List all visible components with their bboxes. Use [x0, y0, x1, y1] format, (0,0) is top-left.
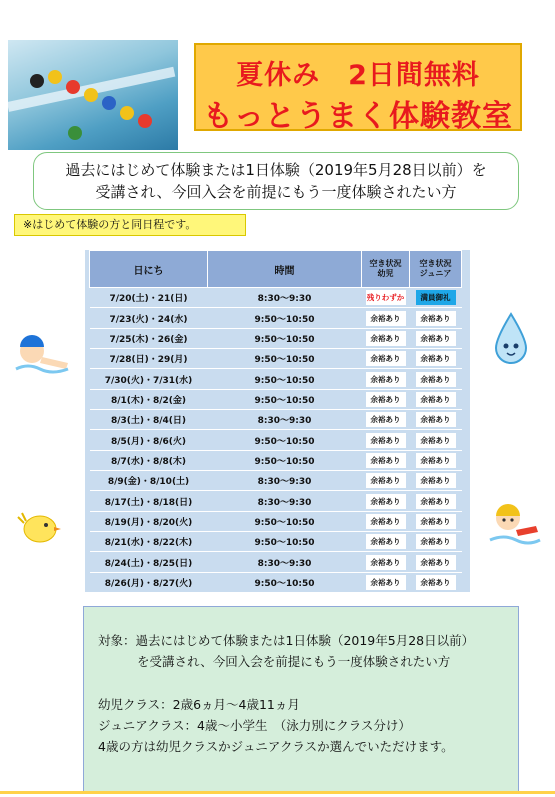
- table-row: [90, 369, 462, 389]
- youji-status-badge: 余裕あり: [366, 453, 406, 468]
- header-date: 日にち: [90, 251, 208, 288]
- schedule-table-panel: [85, 250, 470, 592]
- row-date: 8/21(水)・8/22(木): [90, 532, 208, 552]
- row-date: 7/25(木)・26(金): [90, 328, 208, 348]
- junior-status-badge: 余裕あり: [416, 433, 456, 448]
- junior-status-badge: 余裕あり: [416, 412, 456, 427]
- junior-status-badge: 余裕あり: [416, 392, 456, 407]
- row-time: 8:30～9:30: [208, 491, 362, 511]
- title-line-2: もっとうまく体験教室: [203, 99, 513, 134]
- row-time: 8:30～9:30: [208, 288, 362, 308]
- row-date: 7/20(土)・21(日): [90, 288, 208, 308]
- info-junior-class: ジュニアクラス：4歳～小学生 （泳力別にクラス分け）: [98, 718, 411, 733]
- info-youji-class: 幼児クラス：2歳6ヵ月～4歳11ヵ月: [98, 697, 300, 712]
- row-time: 9:50～10:50: [208, 369, 362, 389]
- header-junior-availability: 空き状況 ジュニア: [410, 251, 462, 288]
- row-time: 9:50～10:50: [208, 328, 362, 348]
- junior-status-badge: 余裕あり: [416, 331, 456, 346]
- youji-status-badge: 余裕あり: [366, 534, 406, 549]
- header-time: 時間: [208, 251, 362, 288]
- youji-status-badge: 余裕あり: [366, 473, 406, 488]
- table-row: [90, 308, 462, 328]
- info-age4-note: 4歳の方は幼児クラスかジュニアクラスか選んでいただけます。: [98, 739, 454, 754]
- junior-status-badge: 余裕あり: [416, 494, 456, 509]
- junior-status-badge: 余裕あり: [416, 473, 456, 488]
- header-youji-availability: 空き状況 幼児: [362, 251, 410, 288]
- water-drop-mascot-icon: [490, 312, 532, 364]
- swimmer-illustration-icon: [12, 333, 74, 375]
- junior-status-badge: 余裕あり: [416, 555, 456, 570]
- row-date: 8/9(金)・8/10(土): [90, 471, 208, 491]
- table-row: [90, 328, 462, 348]
- row-date: 8/17(土)・8/18(日): [90, 491, 208, 511]
- info-target-continued: を受講され、今回入会を前提にもう一度体験されたい方: [137, 654, 451, 669]
- youji-status-badge: 余裕あり: [366, 494, 406, 509]
- pool-photo: [8, 40, 178, 150]
- row-time: 9:50～10:50: [208, 572, 362, 592]
- row-time: 9:50～10:50: [208, 308, 362, 328]
- row-time: 8:30～9:30: [208, 471, 362, 491]
- table-row: [90, 532, 462, 552]
- junior-status-badge: 満員御礼: [416, 290, 456, 305]
- junior-status-badge: 余裕あり: [416, 575, 456, 590]
- row-time: 9:50～10:50: [208, 430, 362, 450]
- row-date: 7/30(火)・7/31(水): [90, 369, 208, 389]
- table-row: [90, 389, 462, 409]
- table-row: [90, 410, 462, 430]
- info-box: [83, 606, 519, 792]
- youji-status-badge: 余裕あり: [366, 433, 406, 448]
- youji-status-badge: 余裕あり: [366, 351, 406, 366]
- title-banner: [194, 43, 522, 134]
- table-row: [90, 349, 462, 369]
- row-date: 7/23(火)・24(水): [90, 308, 208, 328]
- junior-status-badge: 余裕あり: [416, 514, 456, 529]
- junior-status-badge: 余裕あり: [416, 534, 456, 549]
- table-row: [90, 511, 462, 531]
- youji-status-badge: 余裕あり: [366, 372, 406, 387]
- youji-status-badge: 余裕あり: [366, 311, 406, 326]
- row-time: 8:30～9:30: [208, 410, 362, 430]
- junior-status-badge: 余裕あり: [416, 311, 456, 326]
- junior-status-badge: 余裕あり: [416, 372, 456, 387]
- row-date: 8/3(土)・8/4(日): [90, 410, 208, 430]
- table-row: [90, 552, 462, 572]
- schedule-note: ※はじめて体験の方と同日程です。: [14, 214, 246, 236]
- target-banner: [33, 152, 519, 210]
- info-target-label: 対象：過去にはじめて体験または1日体験（2019年5月28日以前）: [98, 633, 475, 648]
- row-time: 8:30～9:30: [208, 552, 362, 572]
- row-time: 9:50～10:50: [208, 511, 362, 531]
- youji-status-badge: 余裕あり: [366, 412, 406, 427]
- target-banner-line-2: 受講され、今回入会を前提にもう一度体験されたい方: [95, 183, 457, 201]
- youji-status-badge: 残りわずか: [366, 290, 406, 305]
- row-date: 8/19(月)・8/20(火): [90, 511, 208, 531]
- chick-illustration-icon: [16, 505, 62, 545]
- row-time: 9:50～10:50: [208, 389, 362, 409]
- target-banner-line-1: 過去にはじめて体験または1日体験（2019年5月28日以前）を: [65, 161, 487, 179]
- table-header-row: [90, 251, 462, 288]
- table-row: [90, 491, 462, 511]
- table-row: [90, 450, 462, 470]
- row-date: 8/24(土)・8/25(日): [90, 552, 208, 572]
- youji-status-badge: 余裕あり: [366, 575, 406, 590]
- table-row: [90, 471, 462, 491]
- table-row: [90, 430, 462, 450]
- youji-status-badge: 余裕あり: [366, 331, 406, 346]
- youji-status-badge: 余裕あり: [366, 514, 406, 529]
- row-date: 8/26(月)・8/27(火): [90, 572, 208, 592]
- table-row: [90, 288, 462, 308]
- youji-status-badge: 余裕あり: [366, 555, 406, 570]
- row-time: 9:50～10:50: [208, 532, 362, 552]
- table-row: [90, 572, 462, 592]
- child-swimmer-illustration-icon: [486, 500, 542, 546]
- row-date: 8/7(水)・8/8(木): [90, 450, 208, 470]
- row-date: 8/1(木)・8/2(金): [90, 389, 208, 409]
- row-date: 8/5(月)・8/6(火): [90, 430, 208, 450]
- youji-status-badge: 余裕あり: [366, 392, 406, 407]
- row-time: 9:50～10:50: [208, 450, 362, 470]
- bottom-divider: [0, 791, 555, 794]
- junior-status-badge: 余裕あり: [416, 453, 456, 468]
- junior-status-badge: 余裕あり: [416, 351, 456, 366]
- row-time: 9:50～10:50: [208, 349, 362, 369]
- row-date: 7/28(日)・29(月): [90, 349, 208, 369]
- title-line-1: 夏休み 2日間無料: [236, 60, 480, 91]
- schedule-table: [89, 250, 462, 593]
